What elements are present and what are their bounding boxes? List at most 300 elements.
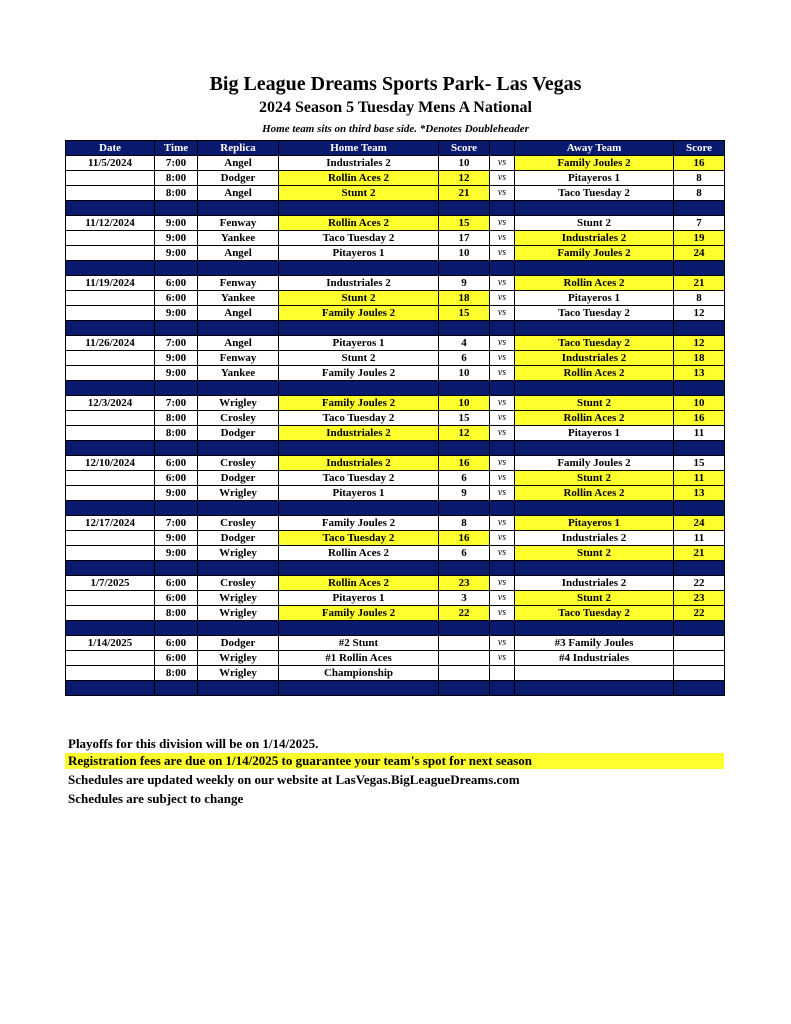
- separator-cell: [515, 381, 674, 396]
- separator-cell: [279, 261, 439, 276]
- game-row: [66, 636, 725, 651]
- separator-cell: [155, 381, 198, 396]
- away-score: 11: [674, 531, 725, 546]
- home-team: Taco Tuesday 2: [279, 411, 439, 426]
- away-team: Pitayeros 1: [515, 426, 674, 441]
- game-row: [66, 156, 725, 171]
- home-team: Family Joules 2: [279, 516, 439, 531]
- home-score: [439, 666, 490, 681]
- game-row: [66, 396, 725, 411]
- away-team: Family Joules 2: [515, 156, 674, 171]
- week-separator: [66, 441, 725, 456]
- game-row: [66, 366, 725, 381]
- col-header-home-team: Home Team: [279, 141, 439, 156]
- game-replica-field: Dodger: [198, 171, 279, 186]
- separator-cell: [674, 621, 725, 636]
- game-time: 9:00: [155, 351, 198, 366]
- game-replica-field: Fenway: [198, 351, 279, 366]
- separator-cell: [155, 261, 198, 276]
- game-replica-field: Crosley: [198, 456, 279, 471]
- vs-label: vs: [490, 366, 515, 381]
- away-score: 23: [674, 591, 725, 606]
- game-time: 6:00: [155, 276, 198, 291]
- away-team: Stunt 2: [515, 396, 674, 411]
- separator-cell: [515, 561, 674, 576]
- home-score: 8: [439, 516, 490, 531]
- game-row: [66, 426, 725, 441]
- game-replica-field: Yankee: [198, 231, 279, 246]
- vs-label: vs: [490, 231, 515, 246]
- table-header-row: [66, 141, 725, 156]
- game-time: 6:00: [155, 576, 198, 591]
- separator-cell: [66, 621, 155, 636]
- away-score: 12: [674, 306, 725, 321]
- game-row: [66, 186, 725, 201]
- away-score: 12: [674, 336, 725, 351]
- separator-cell: [198, 201, 279, 216]
- website-notice: Schedules are updated weekly on our website at LasVegas.BigLeagueDreams.com: [68, 772, 520, 787]
- game-time: 6:00: [155, 591, 198, 606]
- week-separator: [66, 501, 725, 516]
- game-time: 9:00: [155, 546, 198, 561]
- separator-cell: [66, 681, 155, 696]
- home-team: Industriales 2: [279, 456, 439, 471]
- game-replica-field: Yankee: [198, 366, 279, 381]
- vs-label: vs: [490, 456, 515, 471]
- week-separator: [66, 321, 725, 336]
- col-header-away-score: Score: [674, 141, 725, 156]
- away-team: Family Joules 2: [515, 246, 674, 261]
- away-score: 22: [674, 606, 725, 621]
- change-notice: Schedules are subject to change: [68, 791, 244, 806]
- vs-label: vs: [490, 216, 515, 231]
- separator-cell: [439, 381, 490, 396]
- separator-cell: [66, 501, 155, 516]
- separator-cell: [155, 441, 198, 456]
- separator-cell: [198, 441, 279, 456]
- col-header-vs: [490, 141, 515, 156]
- home-score: 15: [439, 306, 490, 321]
- away-score: 11: [674, 426, 725, 441]
- separator-cell: [490, 561, 515, 576]
- game-time: 6:00: [155, 291, 198, 306]
- separator-cell: [674, 381, 725, 396]
- game-time: 9:00: [155, 531, 198, 546]
- away-team: Taco Tuesday 2: [515, 336, 674, 351]
- week-separator: [66, 261, 725, 276]
- separator-cell: [674, 321, 725, 336]
- separator-cell: [198, 261, 279, 276]
- vs-label: vs: [490, 651, 515, 666]
- game-replica-field: Angel: [198, 156, 279, 171]
- game-date: [66, 171, 155, 186]
- home-score: [439, 651, 490, 666]
- home-score: 17: [439, 231, 490, 246]
- home-team: Pitayeros 1: [279, 591, 439, 606]
- separator-cell: [279, 381, 439, 396]
- game-row: [66, 486, 725, 501]
- game-replica-field: Angel: [198, 306, 279, 321]
- separator-cell: [66, 261, 155, 276]
- away-team: Stunt 2: [515, 591, 674, 606]
- game-time: 9:00: [155, 486, 198, 501]
- away-score: 21: [674, 276, 725, 291]
- home-team: Pitayeros 1: [279, 246, 439, 261]
- separator-cell: [198, 621, 279, 636]
- game-date: [66, 186, 155, 201]
- separator-cell: [490, 501, 515, 516]
- home-team: Pitayeros 1: [279, 336, 439, 351]
- separator-cell: [155, 201, 198, 216]
- game-replica-field: Fenway: [198, 216, 279, 231]
- vs-label: vs: [490, 306, 515, 321]
- away-team: Stunt 2: [515, 216, 674, 231]
- separator-cell: [155, 681, 198, 696]
- game-date: [66, 246, 155, 261]
- vs-label: vs: [490, 576, 515, 591]
- game-time: 6:00: [155, 456, 198, 471]
- home-score: 23: [439, 576, 490, 591]
- home-team: Family Joules 2: [279, 606, 439, 621]
- game-row: [66, 246, 725, 261]
- home-team: Rollin Aces 2: [279, 546, 439, 561]
- game-replica-field: Wrigley: [198, 666, 279, 681]
- separator-cell: [490, 321, 515, 336]
- game-replica-field: Yankee: [198, 291, 279, 306]
- col-header-replica: Replica: [198, 141, 279, 156]
- away-team: Rollin Aces 2: [515, 411, 674, 426]
- separator-cell: [279, 321, 439, 336]
- separator-cell: [155, 501, 198, 516]
- home-score: 10: [439, 366, 490, 381]
- separator-cell: [674, 681, 725, 696]
- away-score: [674, 636, 725, 651]
- home-score: 6: [439, 351, 490, 366]
- registration-notice: Registration fees are due on 1/14/2025 to guarantee your team's spot for next season: [65, 753, 724, 769]
- game-time: 6:00: [155, 651, 198, 666]
- game-time: 6:00: [155, 636, 198, 651]
- game-row: [66, 306, 725, 321]
- vs-label: vs: [490, 411, 515, 426]
- separator-cell: [515, 681, 674, 696]
- home-team: Industriales 2: [279, 426, 439, 441]
- game-date: [66, 666, 155, 681]
- separator-cell: [66, 201, 155, 216]
- away-team: Family Joules 2: [515, 456, 674, 471]
- away-score: 8: [674, 291, 725, 306]
- separator-cell: [279, 561, 439, 576]
- game-row: [66, 276, 725, 291]
- game-date: [66, 411, 155, 426]
- game-date: 12/17/2024: [66, 516, 155, 531]
- home-score: 12: [439, 171, 490, 186]
- home-team: Stunt 2: [279, 291, 439, 306]
- week-separator: [66, 681, 725, 696]
- game-row: [66, 516, 725, 531]
- away-score: 24: [674, 246, 725, 261]
- game-date: [66, 486, 155, 501]
- game-replica-field: Angel: [198, 246, 279, 261]
- game-date: 12/3/2024: [66, 396, 155, 411]
- game-date: [66, 651, 155, 666]
- game-replica-field: Wrigley: [198, 396, 279, 411]
- home-team: #2 Stunt: [279, 636, 439, 651]
- game-row: [66, 216, 725, 231]
- vs-label: vs: [490, 546, 515, 561]
- away-score: 11: [674, 471, 725, 486]
- away-team: Taco Tuesday 2: [515, 186, 674, 201]
- game-time: 9:00: [155, 246, 198, 261]
- game-row: [66, 456, 725, 471]
- away-score: [674, 666, 725, 681]
- separator-cell: [279, 681, 439, 696]
- home-team: Rollin Aces 2: [279, 576, 439, 591]
- vs-label: vs: [490, 636, 515, 651]
- week-separator: [66, 381, 725, 396]
- game-date: [66, 351, 155, 366]
- separator-cell: [439, 681, 490, 696]
- separator-cell: [198, 381, 279, 396]
- separator-cell: [674, 201, 725, 216]
- game-date: [66, 231, 155, 246]
- separator-cell: [279, 441, 439, 456]
- vs-label: vs: [490, 591, 515, 606]
- away-score: 19: [674, 231, 725, 246]
- home-score: 9: [439, 276, 490, 291]
- vs-label: vs: [490, 531, 515, 546]
- vs-label: vs: [490, 471, 515, 486]
- separator-cell: [66, 321, 155, 336]
- game-replica-field: Wrigley: [198, 591, 279, 606]
- vs-label: vs: [490, 516, 515, 531]
- game-time: 7:00: [155, 336, 198, 351]
- col-header-away-team: Away Team: [515, 141, 674, 156]
- home-team: Pitayeros 1: [279, 486, 439, 501]
- separator-cell: [439, 561, 490, 576]
- game-time: 8:00: [155, 186, 198, 201]
- game-row: [66, 351, 725, 366]
- separator-cell: [674, 261, 725, 276]
- away-score: 10: [674, 396, 725, 411]
- game-row: [66, 291, 725, 306]
- away-team: [515, 666, 674, 681]
- game-row: [66, 171, 725, 186]
- separator-cell: [515, 501, 674, 516]
- home-score: 4: [439, 336, 490, 351]
- game-row: [66, 666, 725, 681]
- away-team: Pitayeros 1: [515, 291, 674, 306]
- week-separator: [66, 621, 725, 636]
- home-team: Stunt 2: [279, 351, 439, 366]
- separator-cell: [515, 621, 674, 636]
- away-score: 18: [674, 351, 725, 366]
- schedule-body: [66, 156, 725, 696]
- home-team: Industriales 2: [279, 276, 439, 291]
- separator-cell: [198, 321, 279, 336]
- vs-label: vs: [490, 486, 515, 501]
- playoffs-notice: Playoffs for this division will be on 1/14/2025.: [68, 736, 319, 751]
- game-row: [66, 546, 725, 561]
- game-row: [66, 576, 725, 591]
- home-score: 10: [439, 246, 490, 261]
- away-team: Taco Tuesday 2: [515, 606, 674, 621]
- game-replica-field: Dodger: [198, 531, 279, 546]
- separator-cell: [674, 561, 725, 576]
- week-separator: [66, 201, 725, 216]
- game-date: [66, 291, 155, 306]
- home-score: 9: [439, 486, 490, 501]
- game-row: [66, 231, 725, 246]
- away-team: Taco Tuesday 2: [515, 306, 674, 321]
- separator-cell: [439, 201, 490, 216]
- home-score: 6: [439, 471, 490, 486]
- vs-label: vs: [490, 291, 515, 306]
- game-date: 12/10/2024: [66, 456, 155, 471]
- separator-cell: [279, 621, 439, 636]
- game-replica-field: Wrigley: [198, 606, 279, 621]
- home-team: Rollin Aces 2: [279, 216, 439, 231]
- separator-cell: [674, 501, 725, 516]
- game-row: [66, 411, 725, 426]
- home-score: 16: [439, 531, 490, 546]
- away-team: #4 Industriales: [515, 651, 674, 666]
- home-score: 15: [439, 216, 490, 231]
- home-score: 21: [439, 186, 490, 201]
- away-team: Industriales 2: [515, 576, 674, 591]
- game-row: [66, 531, 725, 546]
- away-team: Pitayeros 1: [515, 516, 674, 531]
- game-time: 7:00: [155, 516, 198, 531]
- home-team: Rollin Aces 2: [279, 171, 439, 186]
- vs-label: vs: [490, 156, 515, 171]
- game-date: 11/19/2024: [66, 276, 155, 291]
- game-row: [66, 471, 725, 486]
- week-separator: [66, 561, 725, 576]
- game-time: 8:00: [155, 426, 198, 441]
- page-title: Big League Dreams Sports Park- Las Vegas: [209, 73, 582, 95]
- separator-cell: [439, 621, 490, 636]
- game-time: 7:00: [155, 396, 198, 411]
- separator-cell: [490, 621, 515, 636]
- away-team: Stunt 2: [515, 546, 674, 561]
- separator-cell: [439, 501, 490, 516]
- game-row: [66, 336, 725, 351]
- game-replica-field: Crosley: [198, 576, 279, 591]
- away-team: Industriales 2: [515, 231, 674, 246]
- game-time: 9:00: [155, 366, 198, 381]
- home-team: Taco Tuesday 2: [279, 531, 439, 546]
- home-team: Industriales 2: [279, 156, 439, 171]
- home-score: 12: [439, 426, 490, 441]
- away-team: Rollin Aces 2: [515, 276, 674, 291]
- game-date: [66, 471, 155, 486]
- game-time: 8:00: [155, 171, 198, 186]
- vs-label: vs: [490, 336, 515, 351]
- game-date: 11/26/2024: [66, 336, 155, 351]
- vs-label: vs: [490, 246, 515, 261]
- separator-cell: [490, 681, 515, 696]
- separator-cell: [490, 381, 515, 396]
- game-replica-field: Crosley: [198, 516, 279, 531]
- away-team: Industriales 2: [515, 531, 674, 546]
- vs-label: vs: [490, 171, 515, 186]
- away-score: 13: [674, 366, 725, 381]
- season-subtitle: 2024 Season 5 Tuesday Mens A National: [259, 99, 532, 116]
- vs-label: vs: [490, 186, 515, 201]
- separator-cell: [279, 501, 439, 516]
- game-date: [66, 606, 155, 621]
- away-score: 16: [674, 411, 725, 426]
- game-date: 1/14/2025: [66, 636, 155, 651]
- game-date: [66, 591, 155, 606]
- home-score: 10: [439, 396, 490, 411]
- away-score: 21: [674, 546, 725, 561]
- home-team: Family Joules 2: [279, 306, 439, 321]
- vs-label: vs: [490, 396, 515, 411]
- col-header-time: Time: [155, 141, 198, 156]
- away-score: [674, 651, 725, 666]
- away-score: 7: [674, 216, 725, 231]
- game-time: 9:00: [155, 216, 198, 231]
- separator-cell: [490, 441, 515, 456]
- game-replica-field: Crosley: [198, 411, 279, 426]
- game-time: 9:00: [155, 231, 198, 246]
- home-score: [439, 636, 490, 651]
- game-time: 9:00: [155, 306, 198, 321]
- game-date: 11/12/2024: [66, 216, 155, 231]
- game-replica-field: Dodger: [198, 426, 279, 441]
- game-date: [66, 426, 155, 441]
- schedule-table: [65, 140, 725, 696]
- game-replica-field: Wrigley: [198, 546, 279, 561]
- home-score: 18: [439, 291, 490, 306]
- game-date: [66, 531, 155, 546]
- separator-cell: [66, 441, 155, 456]
- game-date: [66, 306, 155, 321]
- separator-cell: [66, 381, 155, 396]
- game-time: 7:00: [155, 156, 198, 171]
- away-score: 24: [674, 516, 725, 531]
- home-team: Family Joules 2: [279, 366, 439, 381]
- home-team: Stunt 2: [279, 186, 439, 201]
- separator-cell: [674, 441, 725, 456]
- home-score: 16: [439, 456, 490, 471]
- game-date: [66, 366, 155, 381]
- game-replica-field: Angel: [198, 186, 279, 201]
- game-date: 1/7/2025: [66, 576, 155, 591]
- game-time: 8:00: [155, 606, 198, 621]
- home-score: 6: [439, 546, 490, 561]
- separator-cell: [439, 261, 490, 276]
- game-row: [66, 651, 725, 666]
- separator-cell: [439, 321, 490, 336]
- separator-cell: [439, 441, 490, 456]
- vs-label: vs: [490, 276, 515, 291]
- separator-cell: [515, 321, 674, 336]
- separator-cell: [198, 561, 279, 576]
- home-score: 3: [439, 591, 490, 606]
- separator-cell: [515, 441, 674, 456]
- vs-label: vs: [490, 351, 515, 366]
- home-score: 15: [439, 411, 490, 426]
- game-time: 8:00: [155, 666, 198, 681]
- vs-label: vs: [490, 606, 515, 621]
- col-header-home-score: Score: [439, 141, 490, 156]
- schedule-note: Home team sits on third base side. *Denotes Doubleheader: [262, 123, 529, 135]
- game-row: [66, 606, 725, 621]
- away-score: 13: [674, 486, 725, 501]
- away-score: 15: [674, 456, 725, 471]
